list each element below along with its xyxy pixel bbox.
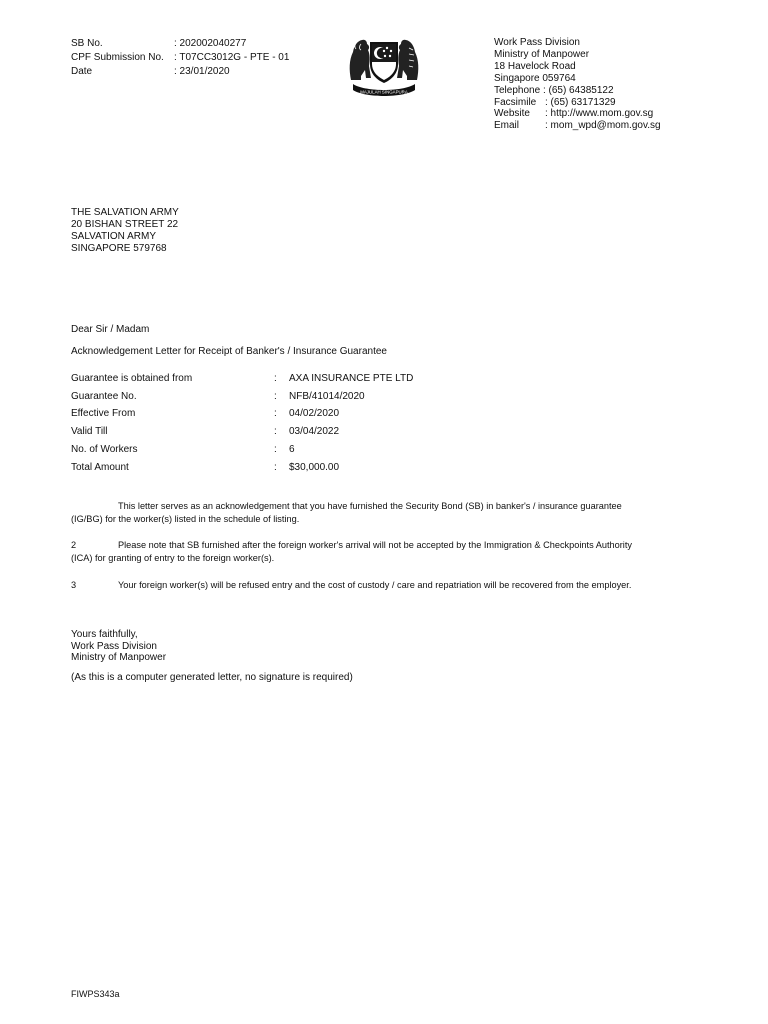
paragraph-2 bbox=[71, 539, 711, 565]
office-email bbox=[494, 120, 661, 132]
computer-generated-note: (As this is a computer generated letter, no signature is required) bbox=[71, 672, 353, 683]
guarantee-value: 6 bbox=[289, 444, 295, 455]
guarantee-value: 03/04/2022 bbox=[289, 426, 340, 437]
date-label: Date bbox=[71, 66, 93, 77]
sb-no-label: SB No. bbox=[71, 38, 103, 49]
telephone-value: : (65) 64385122 bbox=[542, 84, 614, 96]
guarantee-label: No. of Workers bbox=[71, 444, 138, 455]
paragraph-line: This letter serves as an acknowledgement that you have furnished the Security Bond (SB) in banker's / insurance guarantee bbox=[118, 501, 622, 511]
guarantee-row bbox=[71, 443, 491, 457]
crest-motto: MAJULAH SINGAPURA bbox=[360, 89, 408, 95]
office-street: 18 Havelock Road bbox=[494, 60, 576, 72]
recipient-line: THE SALVATION ARMY bbox=[71, 207, 179, 218]
paragraph-number: 2 bbox=[71, 540, 77, 550]
office-telephone bbox=[494, 85, 661, 97]
website-label: Website bbox=[494, 108, 530, 120]
paragraph-line: (ICA) for granting of entry to the foreign worker(s). bbox=[71, 553, 275, 563]
date-value: : 23/01/2020 bbox=[174, 66, 230, 77]
email-label: Email bbox=[494, 120, 520, 132]
paragraph-line: Please note that SB furnished after the foreign worker's arrival will not be accepted by the Immigration & Checkpoints Authority bbox=[118, 540, 632, 550]
paragraph-1 bbox=[71, 500, 711, 526]
guarantee-colon: : bbox=[274, 391, 277, 402]
guarantee-colon: : bbox=[274, 373, 277, 384]
letter-subject: Acknowledgement Letter for Receipt of Banker's / Insurance Guarantee bbox=[71, 346, 387, 357]
cpf-submission-label: CPF Submission No. bbox=[71, 52, 164, 63]
recipient-address bbox=[71, 207, 179, 255]
guarantee-label: Valid Till bbox=[71, 426, 108, 437]
guarantee-value: $30,000.00 bbox=[289, 462, 340, 473]
paragraph-number: 3 bbox=[71, 580, 77, 590]
guarantee-label: Total Amount bbox=[71, 462, 129, 473]
email-link[interactable]: : mom_wpd@mom.gov.sg bbox=[545, 120, 661, 132]
recipient-line: SINGAPORE 579768 bbox=[71, 242, 167, 254]
guarantee-row bbox=[71, 461, 491, 475]
form-code: FIWPS343a bbox=[71, 989, 120, 999]
recipient-line: 20 BISHAN STREET 22 bbox=[71, 218, 179, 230]
telephone-label: Telephone bbox=[494, 84, 541, 96]
closing-line: Yours faithfully, bbox=[71, 629, 138, 640]
guarantee-value: AXA INSURANCE PTE LTD bbox=[289, 373, 414, 384]
salutation: Dear Sir / Madam bbox=[71, 324, 150, 335]
closing-line: Ministry of Manpower bbox=[71, 652, 167, 663]
cpf-submission-value: : T07CC3012G - PTE - 01 bbox=[174, 52, 290, 63]
paragraph-3 bbox=[71, 579, 711, 592]
guarantee-colon: : bbox=[274, 444, 277, 455]
guarantee-label: Effective From bbox=[71, 408, 136, 419]
office-ministry: Ministry of Manpower bbox=[494, 48, 590, 60]
facsimile-value: : (65) 63171329 bbox=[545, 96, 616, 108]
closing-line: Work Pass Division bbox=[71, 640, 157, 652]
guarantee-label: Guarantee No. bbox=[71, 391, 137, 402]
paragraph-line: (IG/BG) for the worker(s) listed in the schedule of listing. bbox=[71, 514, 300, 524]
guarantee-row bbox=[71, 407, 491, 421]
office-website bbox=[494, 108, 661, 120]
guarantee-colon: : bbox=[274, 408, 277, 419]
guarantee-value: 04/02/2020 bbox=[289, 408, 340, 419]
guarantee-colon: : bbox=[274, 462, 277, 473]
recipient-line: SALVATION ARMY bbox=[71, 230, 157, 242]
office-facsimile bbox=[494, 97, 661, 109]
singapore-coat-of-arms-icon bbox=[343, 32, 425, 100]
office-address-block bbox=[494, 37, 661, 132]
guarantee-value: NFB/41014/2020 bbox=[289, 391, 365, 402]
office-city: Singapore 059764 bbox=[494, 72, 576, 84]
guarantee-row bbox=[71, 425, 491, 439]
guarantee-label: Guarantee is obtained from bbox=[71, 373, 193, 384]
website-link[interactable]: : http://www.mom.gov.sg bbox=[545, 108, 654, 120]
office-division: Work Pass Division bbox=[494, 37, 580, 48]
guarantee-row bbox=[71, 390, 491, 404]
guarantee-colon: : bbox=[274, 426, 277, 437]
sb-no-value: : 202002040277 bbox=[174, 38, 247, 49]
paragraph-line: Your foreign worker(s) will be refused entry and the cost of custody / care and repatriation will be recovered from the employer. bbox=[118, 580, 632, 590]
guarantee-row bbox=[71, 372, 491, 386]
facsimile-label: Facsimile bbox=[494, 96, 537, 108]
closing-block bbox=[71, 629, 166, 664]
